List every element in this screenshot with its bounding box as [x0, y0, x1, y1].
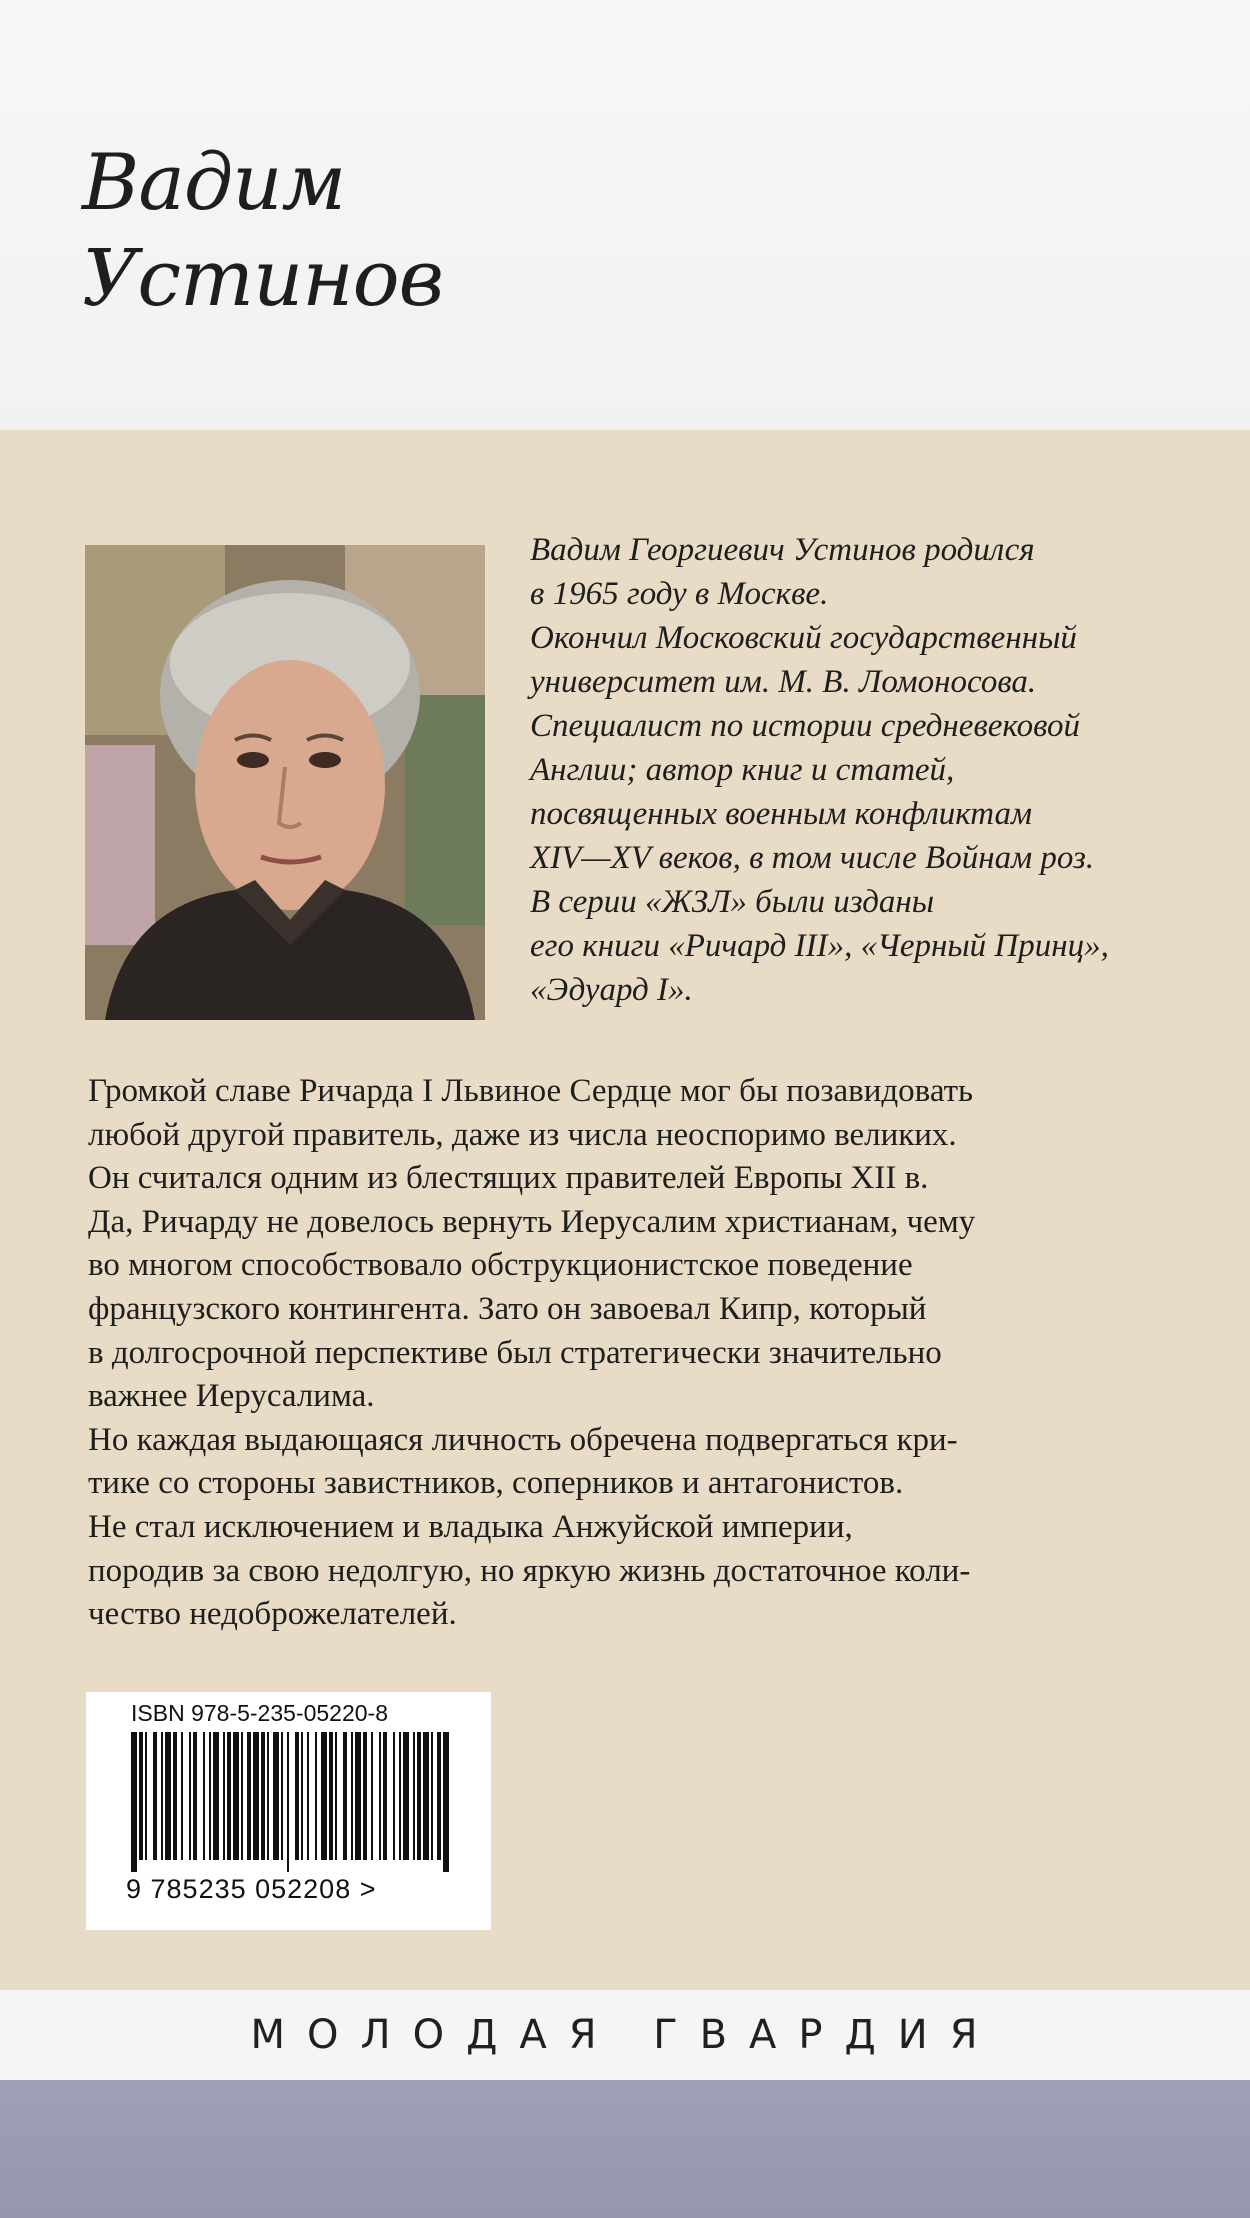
annotation-line: тике со стороны завистников, соперников и антагонистов.: [88, 1465, 904, 1502]
bio-line: Англии; автор книг и статей,: [530, 752, 955, 788]
bio-line: в 1965 году в Москве.: [530, 576, 829, 612]
bio-line: посвященных военным конфликтам: [530, 796, 1033, 832]
bio-line: его книги «Ричард III», «Черный Принц»,: [530, 928, 1109, 964]
annotation-line: во многом способствовало обструкционистское поведение: [88, 1247, 913, 1284]
annotation-line: французского контингента. Зато он завоевал Кипр, который: [88, 1290, 927, 1327]
annotation-line: Да, Ричарду не довелось вернуть Иерусалим христианам, чему: [88, 1203, 976, 1240]
bio-line: XIV—XV веков, в том числе Войнам роз.: [530, 840, 1095, 876]
bio-line: университет им. М. В. Ломоносова.: [530, 664, 1037, 700]
author-photo: [85, 545, 485, 1020]
author-portrait-illustration: [85, 545, 485, 1020]
book-annotation: [88, 1070, 1208, 1637]
publisher-name: МОЛОДАЯ ГВАРДИЯ: [250, 2012, 1000, 2058]
bottom-color-band: [0, 2080, 1250, 2218]
annotation-line: Он считался одним из блестящих правителей Европы XII в.: [88, 1160, 929, 1197]
annotation-line: Не стал исключением и владыка Анжуйской империи,: [88, 1508, 853, 1545]
annotation-line: чество недоброжелателей.: [88, 1596, 457, 1633]
bio-line: Специалист по истории средневековой: [530, 708, 1080, 744]
bio-line: В серии «ЖЗЛ» были изданы: [530, 884, 935, 920]
annotation-line: Громкой славе Ричарда I Львиное Сердце мог бы позавидовать: [88, 1073, 974, 1109]
author-first-name: Вадим: [82, 138, 346, 228]
isbn-label: ISBN 978-5-235-05220-8: [131, 1700, 388, 1726]
bio-line: Окончил Московский государственный: [530, 620, 1077, 656]
annotation-line: важнее Иерусалима.: [88, 1378, 375, 1415]
bio-line: «Эдуард I».: [530, 972, 693, 1008]
author-last-name: Устинов: [82, 234, 443, 324]
annotation-line: породив за свою недолгую, но яркую жизнь достаточное коли-: [88, 1552, 971, 1589]
annotation-line: любой другой правитель, даже из числа неоспоримо великих.: [88, 1116, 957, 1153]
author-bio: [530, 528, 1220, 1012]
barcode-box: [86, 1692, 491, 1930]
bio-line: Вадим Георгиевич Устинов родился: [530, 532, 1035, 568]
annotation-line: в долгосрочной перспективе был стратегически значительно: [88, 1334, 942, 1371]
annotation-line: Но каждая выдающаяся личность обречена подвергаться кри-: [88, 1421, 958, 1458]
barcode-icon: [131, 1732, 451, 1872]
barcode-digits: 9 785235 052208 >: [126, 1874, 377, 1904]
author-name: [82, 135, 502, 327]
publisher-band: [0, 1990, 1250, 2080]
